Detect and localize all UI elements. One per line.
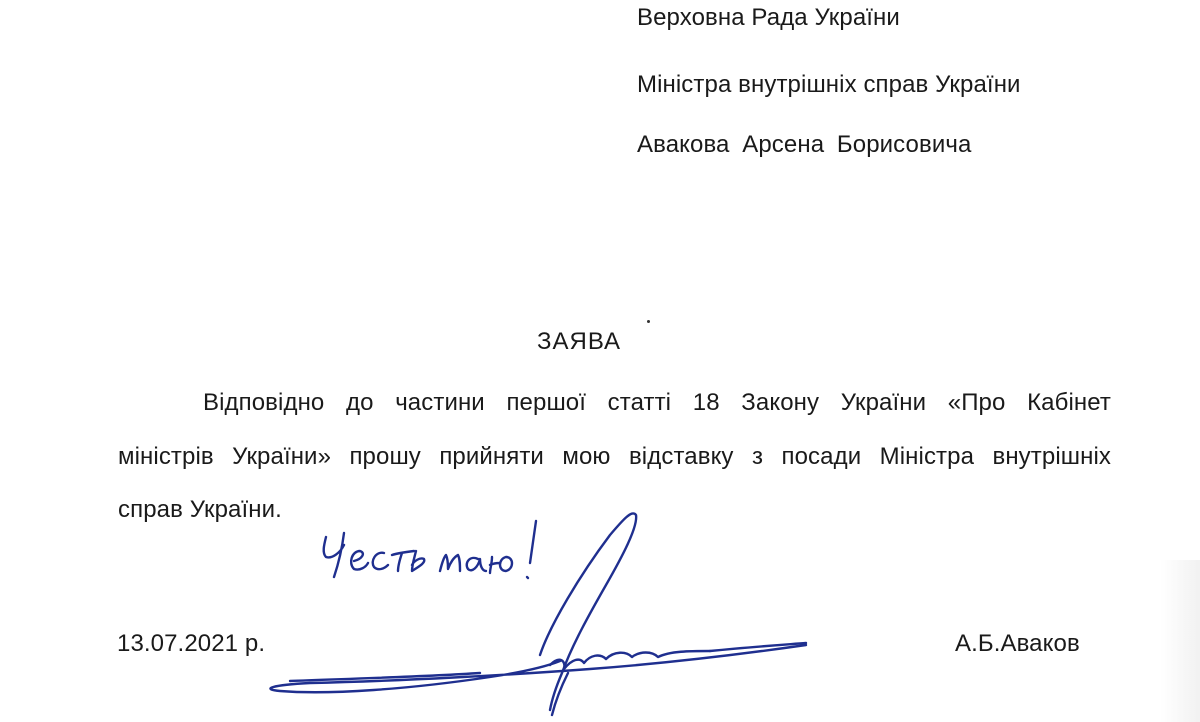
addressee-line-3: Авакова Арсена Борисовича xyxy=(637,131,972,158)
scan-edge-shadow xyxy=(1160,560,1200,722)
body-line-3: справ України. xyxy=(118,496,282,523)
ink-speck xyxy=(647,320,650,323)
addressee-line-1: Верховна Рада України xyxy=(637,4,900,31)
signer-name: А.Б.Аваков xyxy=(955,630,1080,657)
addressee-line-2: Міністра внутрішніх справ України xyxy=(637,71,1021,98)
signature xyxy=(250,505,830,722)
document-date: 13.07.2021 р. xyxy=(117,630,266,657)
body-line-2: міністрів України» прошу прийняти мою відставку з посади Міністра внутрішніх xyxy=(118,443,1111,470)
body-line-1: Відповідно до частини першої статті 18 Закону України «Про Кабінет xyxy=(203,389,1111,416)
document-title: ЗАЯВА xyxy=(537,328,622,355)
